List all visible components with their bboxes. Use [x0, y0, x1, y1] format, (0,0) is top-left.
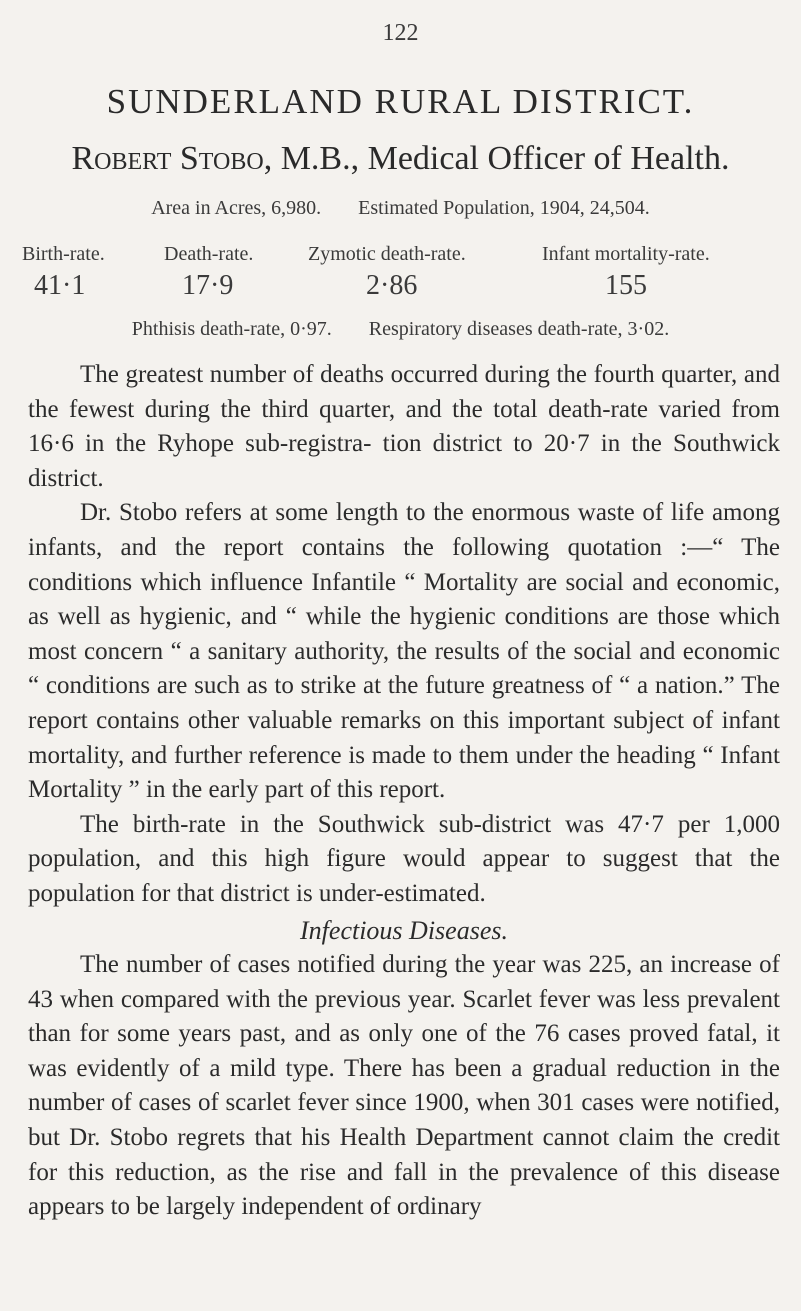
infant-mortality-header: Infant mortality-rate. — [542, 243, 710, 265]
officer-line — [0, 140, 801, 178]
district-title: SUNDERLAND RURAL DISTRICT. — [106, 82, 695, 121]
birth-rate-value: 41·1 — [34, 270, 86, 301]
zymotic-rate-header: Zymotic death-rate. — [308, 243, 466, 265]
page-number: 122 — [382, 20, 419, 46]
zymotic-rate-value: 2·86 — [366, 270, 418, 301]
death-rate-header: Death-rate. — [164, 243, 254, 265]
report-body — [28, 358, 780, 1225]
paragraph-infectious: The number of cases notified during the year was 225, an increase of 43 when compared with the previous year. Scarlet fever was less prevalent than for some years past, and as only one of the 76 cases proved fatal, it was evidently of a mild type. There has been a gradual reduction in the number of cases of scarlet fever since 1900, when 301 cases were notified, but Dr. Stobo regrets that his Health Department cannot claim the credit for this reduction, as the rise and fall in the prevalence of this disease appears to be largely independent of ordinary — [28, 951, 780, 1221]
paragraph-birth-rate: The birth-rate in the Southwick sub-district was 47·7 per 1,000 population, and this high figure would appear to suggest that the population for that district is under-estimated. — [28, 810, 780, 907]
paragraph-deaths: The greatest number of deaths occurred during the fourth quarter, and the fewest during the third quarter, and the total death-rate varied from 16·6 in the Ryhope sub-registra- tion district to 20·7 in the Southwick district. — [28, 361, 780, 492]
birth-rate-header: Birth-rate. — [22, 243, 105, 265]
infant-mortality-value: 155 — [605, 270, 647, 301]
respiratory-rate: Respiratory diseases death-rate, 3·02. — [368, 318, 670, 340]
phthisis-rate: Phthisis death-rate, 0·97. — [131, 318, 332, 340]
area-population-line — [0, 197, 801, 220]
paragraph-infant-waste: Dr. Stobo refers at some length to the enormous waste of life among infants, and the report contains the following quotation :—“ The conditions which influence Infantile “ Mortality are social and economic, as well as hygienic, and “ while the hygienic conditions are those which most concern “ a sanitary authority, the results of the social and economic “ conditions are such as to strike at the future greatness of “ a nation.” The report contains other valuable remarks on this important subject of infant mortality, and further reference is made to them under the heading “ Infant Mortality ” in the early part of this report. — [28, 499, 780, 804]
officer-role: Medical Officer of Health. — [367, 140, 730, 177]
death-rate-value: 17·9 — [182, 270, 234, 301]
area-acres: Area in Acres, 6,980. — [151, 197, 322, 219]
section-heading: Infectious Diseases. — [300, 915, 508, 945]
estimated-population: Estimated Population, 1904, 24,504. — [358, 197, 650, 219]
officer-name: Robert Stobo, M.B., — [71, 140, 360, 177]
other-rates-line — [0, 318, 801, 341]
